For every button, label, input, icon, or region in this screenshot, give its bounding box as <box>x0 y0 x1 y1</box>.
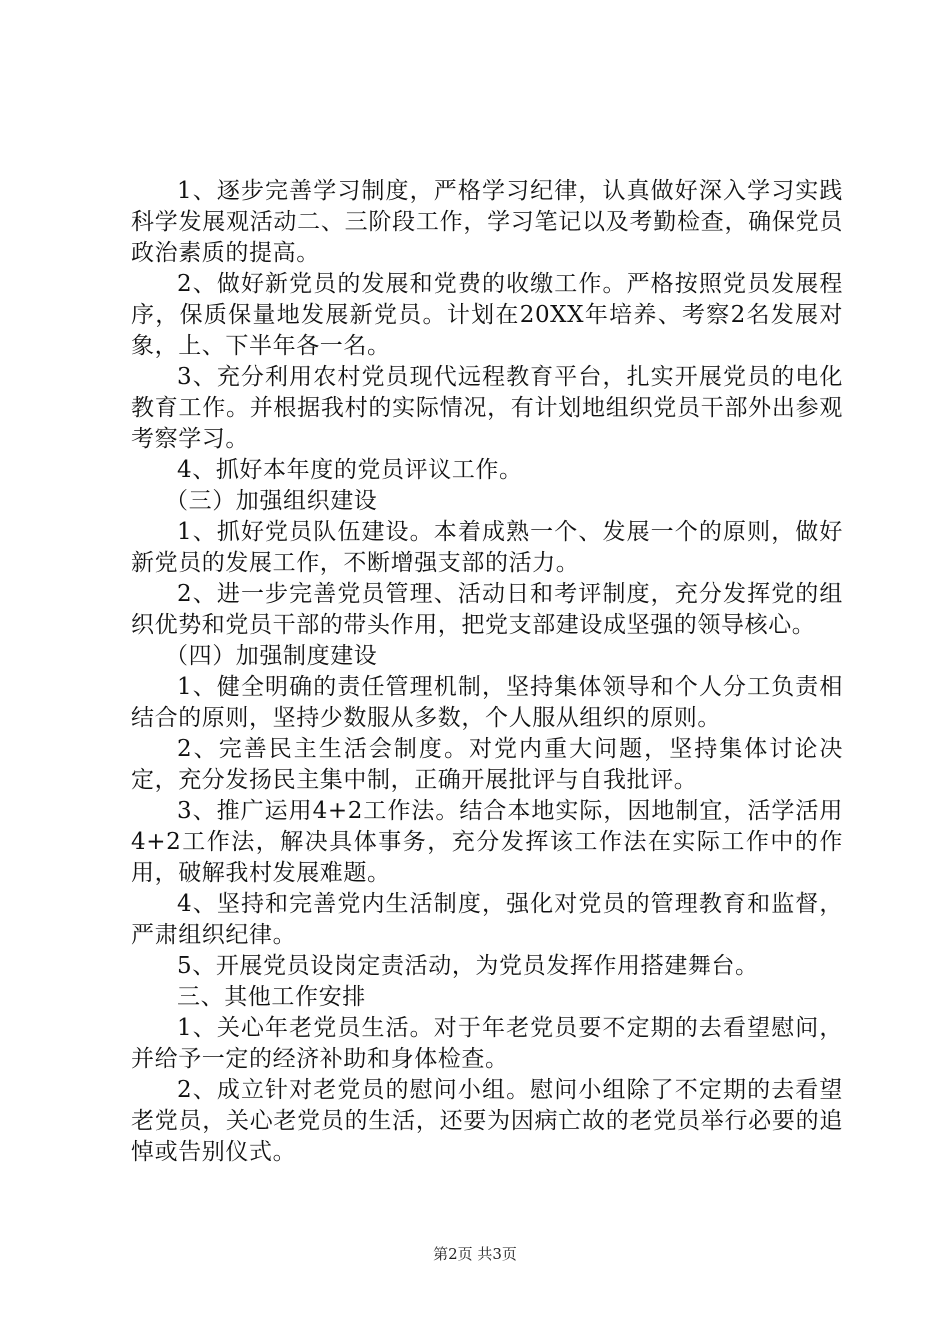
paragraph: 1、抓好党员队伍建设。本着成熟一个、发展一个的原则，做好新党员的发展工作，不断增强支部的活力。 <box>131 519 843 576</box>
paragraph: 1、关心年老党员生活。对于年老党员要不定期的去看望慰问，并给予一定的经济补助和身体检查。 <box>131 1015 843 1072</box>
paragraph: 2、进一步完善党员管理、活动日和考评制度，充分发挥党的组织优势和党员干部的带头作用，把党支部建设成坚强的领导核心。 <box>131 581 843 638</box>
page-footer <box>0 1244 950 1264</box>
paragraph: 3、推广运用4+2工作法。结合本地实际，因地制宜，活学活用4+2工作法，解决具体事务，充分发挥该工作法在实际工作中的作用，破解我村发展难题。 <box>131 798 843 886</box>
paragraph: 3、充分利用农村党员现代远程教育平台，扎实开展党员的电化教育工作。并根据我村的实际情况，有计划地组织党员干部外出参观考察学习。 <box>131 364 843 452</box>
paragraph: 1、健全明确的责任管理机制，坚持集体领导和个人分工负责相结合的原则，坚持少数服从多数，个人服从组织的原则。 <box>131 674 843 731</box>
paragraph: 4、坚持和完善党内生活制度，强化对党员的管理教育和监督，严肃组织纪律。 <box>131 891 843 948</box>
section-heading: 三、其他工作安排 <box>177 984 366 1010</box>
section-heading: （三）加强组织建设 <box>165 488 378 514</box>
paragraph: 2、成立针对老党员的慰问小组。慰问小组除了不定期的去看望老党员，关心老党员的生活，还要为因病亡故的老党员举行必要的追悼或告别仪式。 <box>131 1077 843 1165</box>
page-number: 第2页 共3页 <box>433 1245 517 1263</box>
section-heading: （四）加强制度建设 <box>165 643 378 669</box>
paragraph: 2、完善民主生活会制度。对党内重大问题，坚持集体讨论决定，充分发扬民主集中制，正确开展批评与自我批评。 <box>131 736 843 793</box>
paragraph: 5、开展党员设岗定责活动，为党员发挥作用搭建舞台。 <box>177 953 759 979</box>
paragraph: 4、抓好本年度的党员评议工作。 <box>177 457 523 483</box>
paragraph: 1、逐步完善学习制度，严格学习纪律，认真做好深入学习实践科学发展观活动二、三阶段工作，学习笔记以及考勤检查，确保党员政治素质的提高。 <box>131 178 843 266</box>
paragraph: 2、做好新党员的发展和党费的收缴工作。严格按照党员发展程序，保质保量地发展新党员。计划在20XX年培养、考察2名发展对象，上、下半年各一名。 <box>131 271 843 359</box>
document-body <box>131 176 843 1168</box>
